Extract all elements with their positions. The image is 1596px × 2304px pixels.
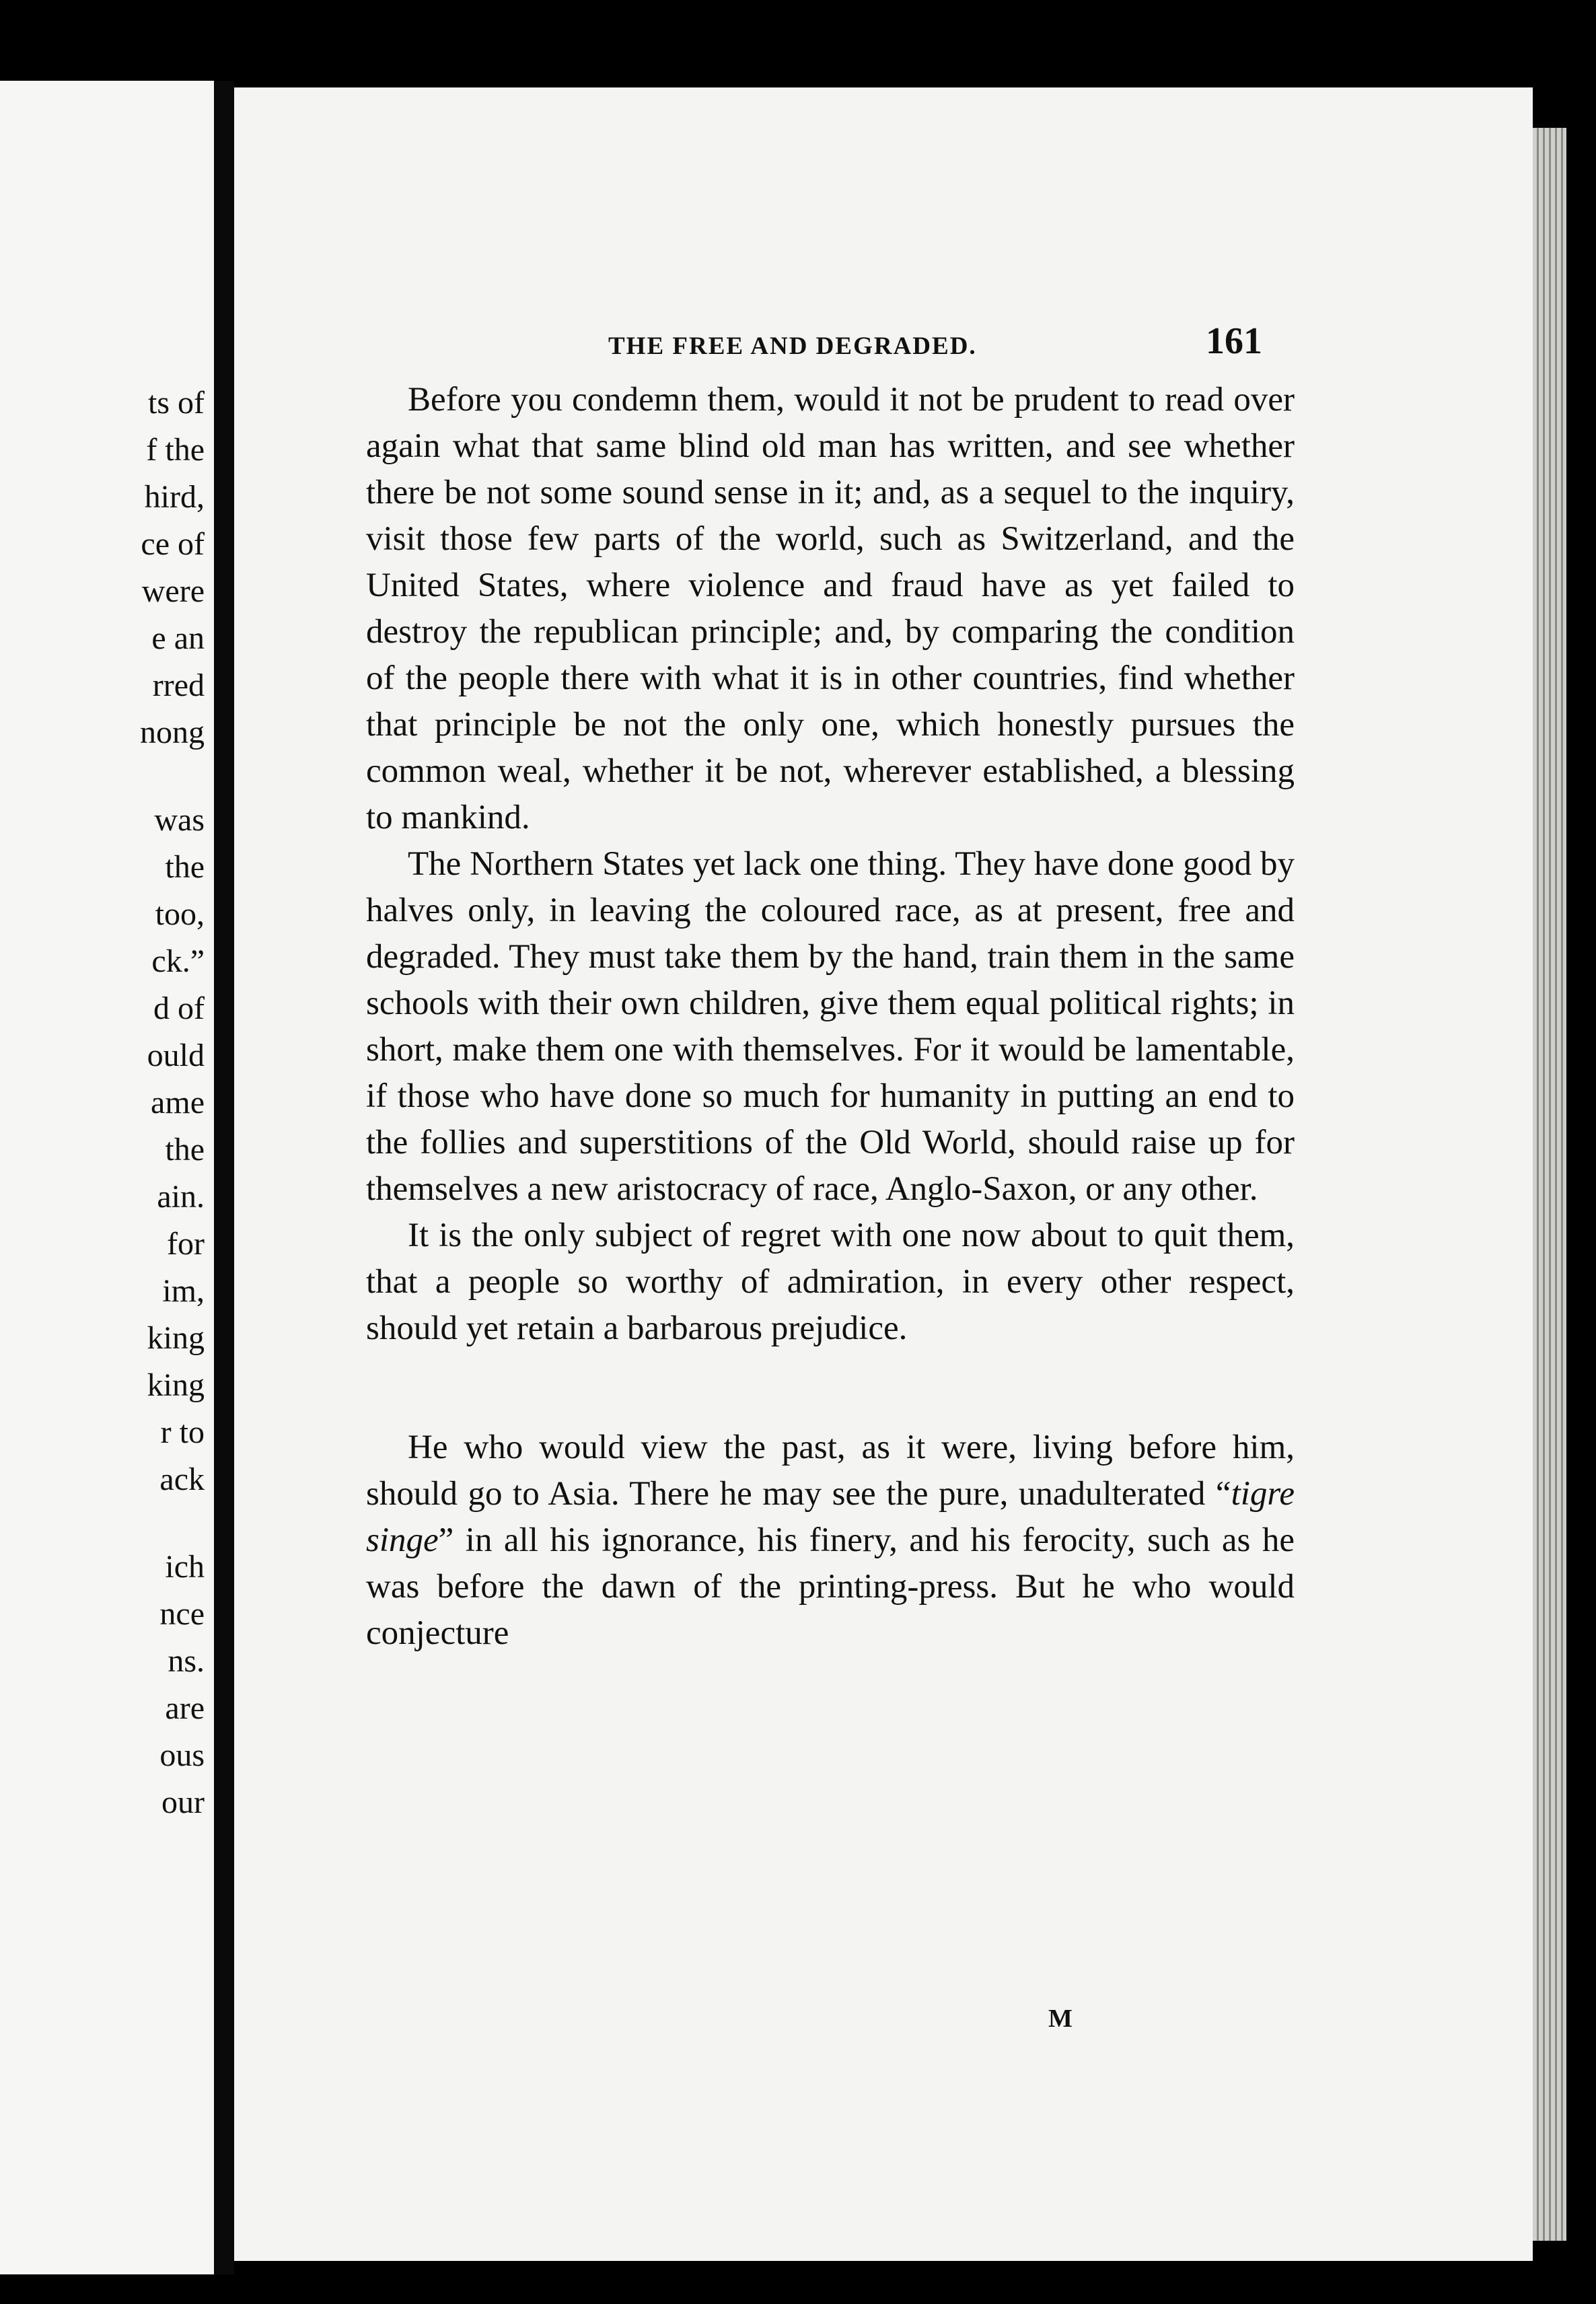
previous-page-fragment: nce	[159, 1596, 205, 1632]
previous-page-fragment: are	[165, 1690, 205, 1726]
previous-page-fragment: for	[167, 1226, 205, 1262]
paragraph-4	[366, 1425, 1295, 1657]
previous-page-fragment: the	[165, 1132, 205, 1167]
body-text	[366, 377, 1295, 1657]
previous-page-text-fragments	[3, 380, 205, 1826]
previous-page-fragment: ould	[147, 1038, 205, 1073]
previous-page-gap	[3, 1503, 205, 1544]
book-gutter	[214, 81, 234, 2274]
paragraph-3: It is the only subject of regret with one now about to quit them, that a people so worthy of admiration, in every other respect, should yet retain a barbarous prejudice.	[366, 1217, 1295, 1347]
previous-page-fragment: ame	[151, 1085, 205, 1120]
stacked-page-edges	[1533, 128, 1566, 2241]
previous-page-edge	[0, 81, 214, 2274]
running-head-title: THE FREE AND DEGRADED.	[608, 332, 977, 360]
previous-page-fragment: e an	[151, 620, 205, 656]
previous-page-fragment: ous	[159, 1737, 205, 1773]
previous-page-fragment: was	[154, 802, 205, 838]
previous-page-fragment: were	[141, 573, 205, 609]
previous-page-fragment: our	[161, 1785, 205, 1820]
previous-page-fragment: ich	[165, 1549, 205, 1585]
previous-page-fragment: nong	[140, 715, 205, 750]
paragraph-1: Before you condemn them, would it not be prudent to read over again what that same blind old man has written, and see whether there be not some sound sense in it; and, as a sequel to the inquiry, visit those few parts of the world, such as Switzerland, and the United States, where violence and fraud have as yet failed to destroy the republican principle; and, by comparing the condition of the people there with what it is in other countries, find whether that principle be not the only one, which honestly pursues the common weal, whether it be not, wherever established, a blessing to mankind.	[366, 381, 1295, 836]
previous-page-fragment: d of	[153, 991, 205, 1026]
previous-page-fragment: the	[165, 849, 205, 885]
previous-page-fragment: ns.	[168, 1643, 205, 1679]
paragraph-2: The Northern States yet lack one thing. They have done good by halves only, in leaving the coloured race, as at present, free and degraded. They must take them by the hand, train them in the same schools with their own children, give them equal political rights; in short, make them one with themselves. For it would be lamentable, if those who have done so much for humanity in putting an end to the follies and superstitions of the Old World, should raise up for themselves a new aristocracy of race, Anglo-Saxon, or any other.	[366, 845, 1295, 1208]
previous-page-fragment: ck.”	[151, 943, 205, 979]
page-number: 161	[1206, 320, 1262, 362]
previous-page-fragment: f the	[146, 432, 205, 468]
previous-page-fragment: r to	[160, 1414, 205, 1450]
previous-page-gap	[3, 756, 205, 797]
running-head	[234, 320, 1533, 367]
previous-page-fragment: too,	[155, 896, 205, 932]
paragraph-4-end: ” in all his ignorance, his finery, and his ferocity, such as he was before the dawn of the printing-press. But he who would conjecture	[366, 1521, 1295, 1652]
page-161	[234, 87, 1533, 2261]
previous-page-fragment: im,	[162, 1273, 205, 1309]
previous-page-fragment: king	[147, 1367, 205, 1403]
previous-page-fragment: rred	[152, 668, 205, 703]
previous-page-fragment: hird,	[144, 479, 205, 515]
paragraph-4-start: He who would view the past, as it were, living before him, should go to Asia. There he may see the pure, unadulterated “	[366, 1429, 1295, 1513]
previous-page-fragment: ts of	[148, 385, 205, 421]
paragraph-4-italic-phrase: tigre singe	[366, 1475, 1295, 1559]
previous-page-fragment: king	[147, 1320, 205, 1356]
signature-mark: M	[1048, 2005, 1073, 2033]
previous-page-fragment: ack	[159, 1462, 205, 1497]
previous-page-fragment: ce of	[141, 526, 205, 562]
previous-page-fragment: ain.	[157, 1179, 205, 1215]
